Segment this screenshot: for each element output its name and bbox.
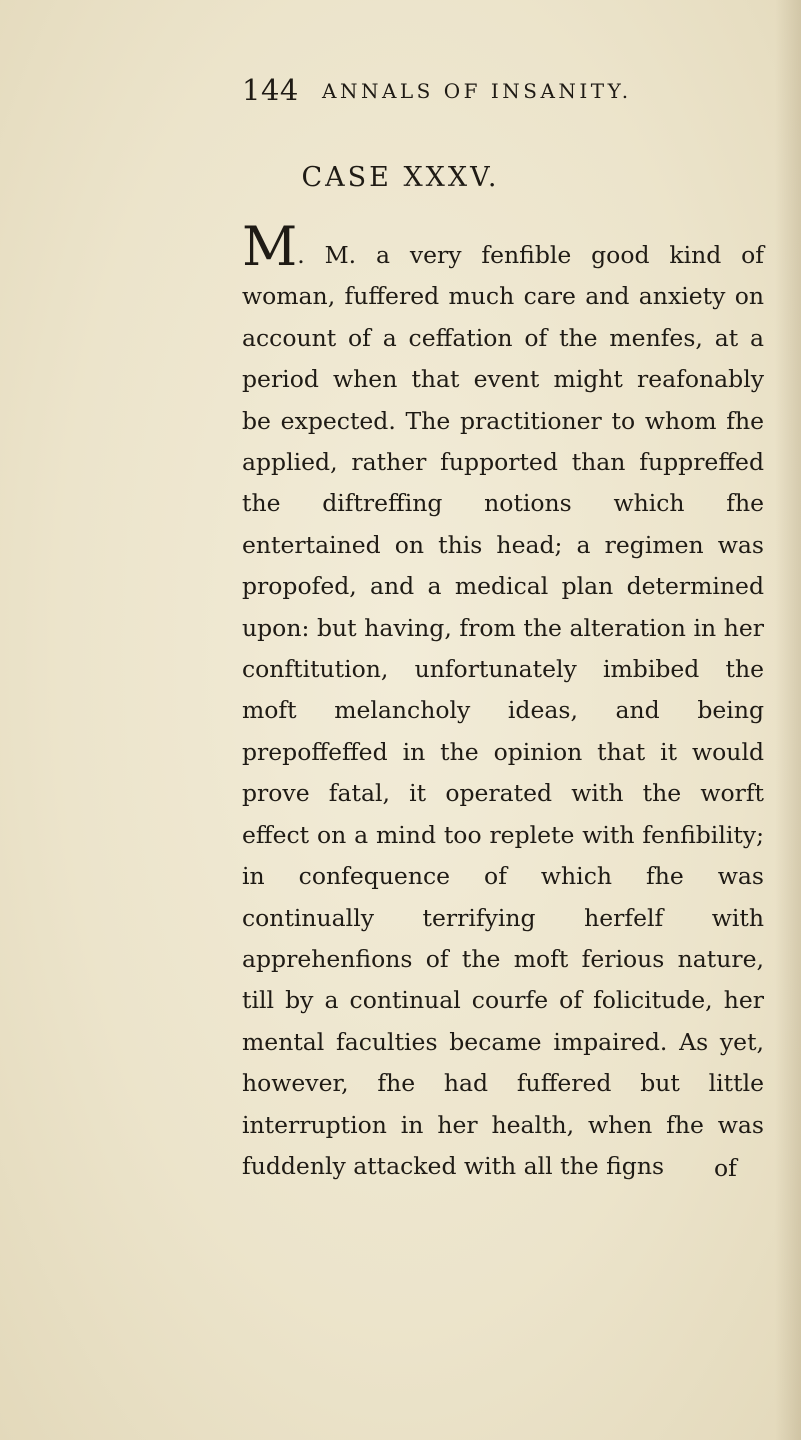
body-paragraph — [242, 215, 764, 1187]
body-text: . M. a very fenfible good kind of woman, fuffered much care and anxiety on account of a ceffation of the menfes, at a period when that event might reafonably be expected. The practitioner to whom fhe applied, rather fupported than fuppreffed the diftreffing notions which fhe entertained on this head; a regimen was propofed, and a medical plan determined upon: but having, from the alteration in her conftitution, unfortunately imbibed the moft melancholy ideas, and being prepoffeffed in the opinion that it would prove fatal, it operated with the worft effect on a mind too replete with fenfibility; in confequence of which fhe was continually terrifying herfelf with apprehenfions of the moft ferious nature, till by a continual courfe of folicitude, her mental faculties became impaired. As yet, however, fhe had fuffered but little interruption in her health, when fhe was fuddenly attacked with all the figns — [242, 241, 764, 1180]
running-head: ANNALS OF INSANITY. — [322, 79, 632, 103]
page-header — [242, 72, 702, 112]
page-number: 144 — [242, 73, 299, 107]
case-title: CASE XXXV. — [301, 162, 500, 193]
drop-cap: M — [242, 215, 298, 278]
page-edge-shadow — [775, 0, 801, 1440]
catchword: of — [714, 1154, 737, 1182]
